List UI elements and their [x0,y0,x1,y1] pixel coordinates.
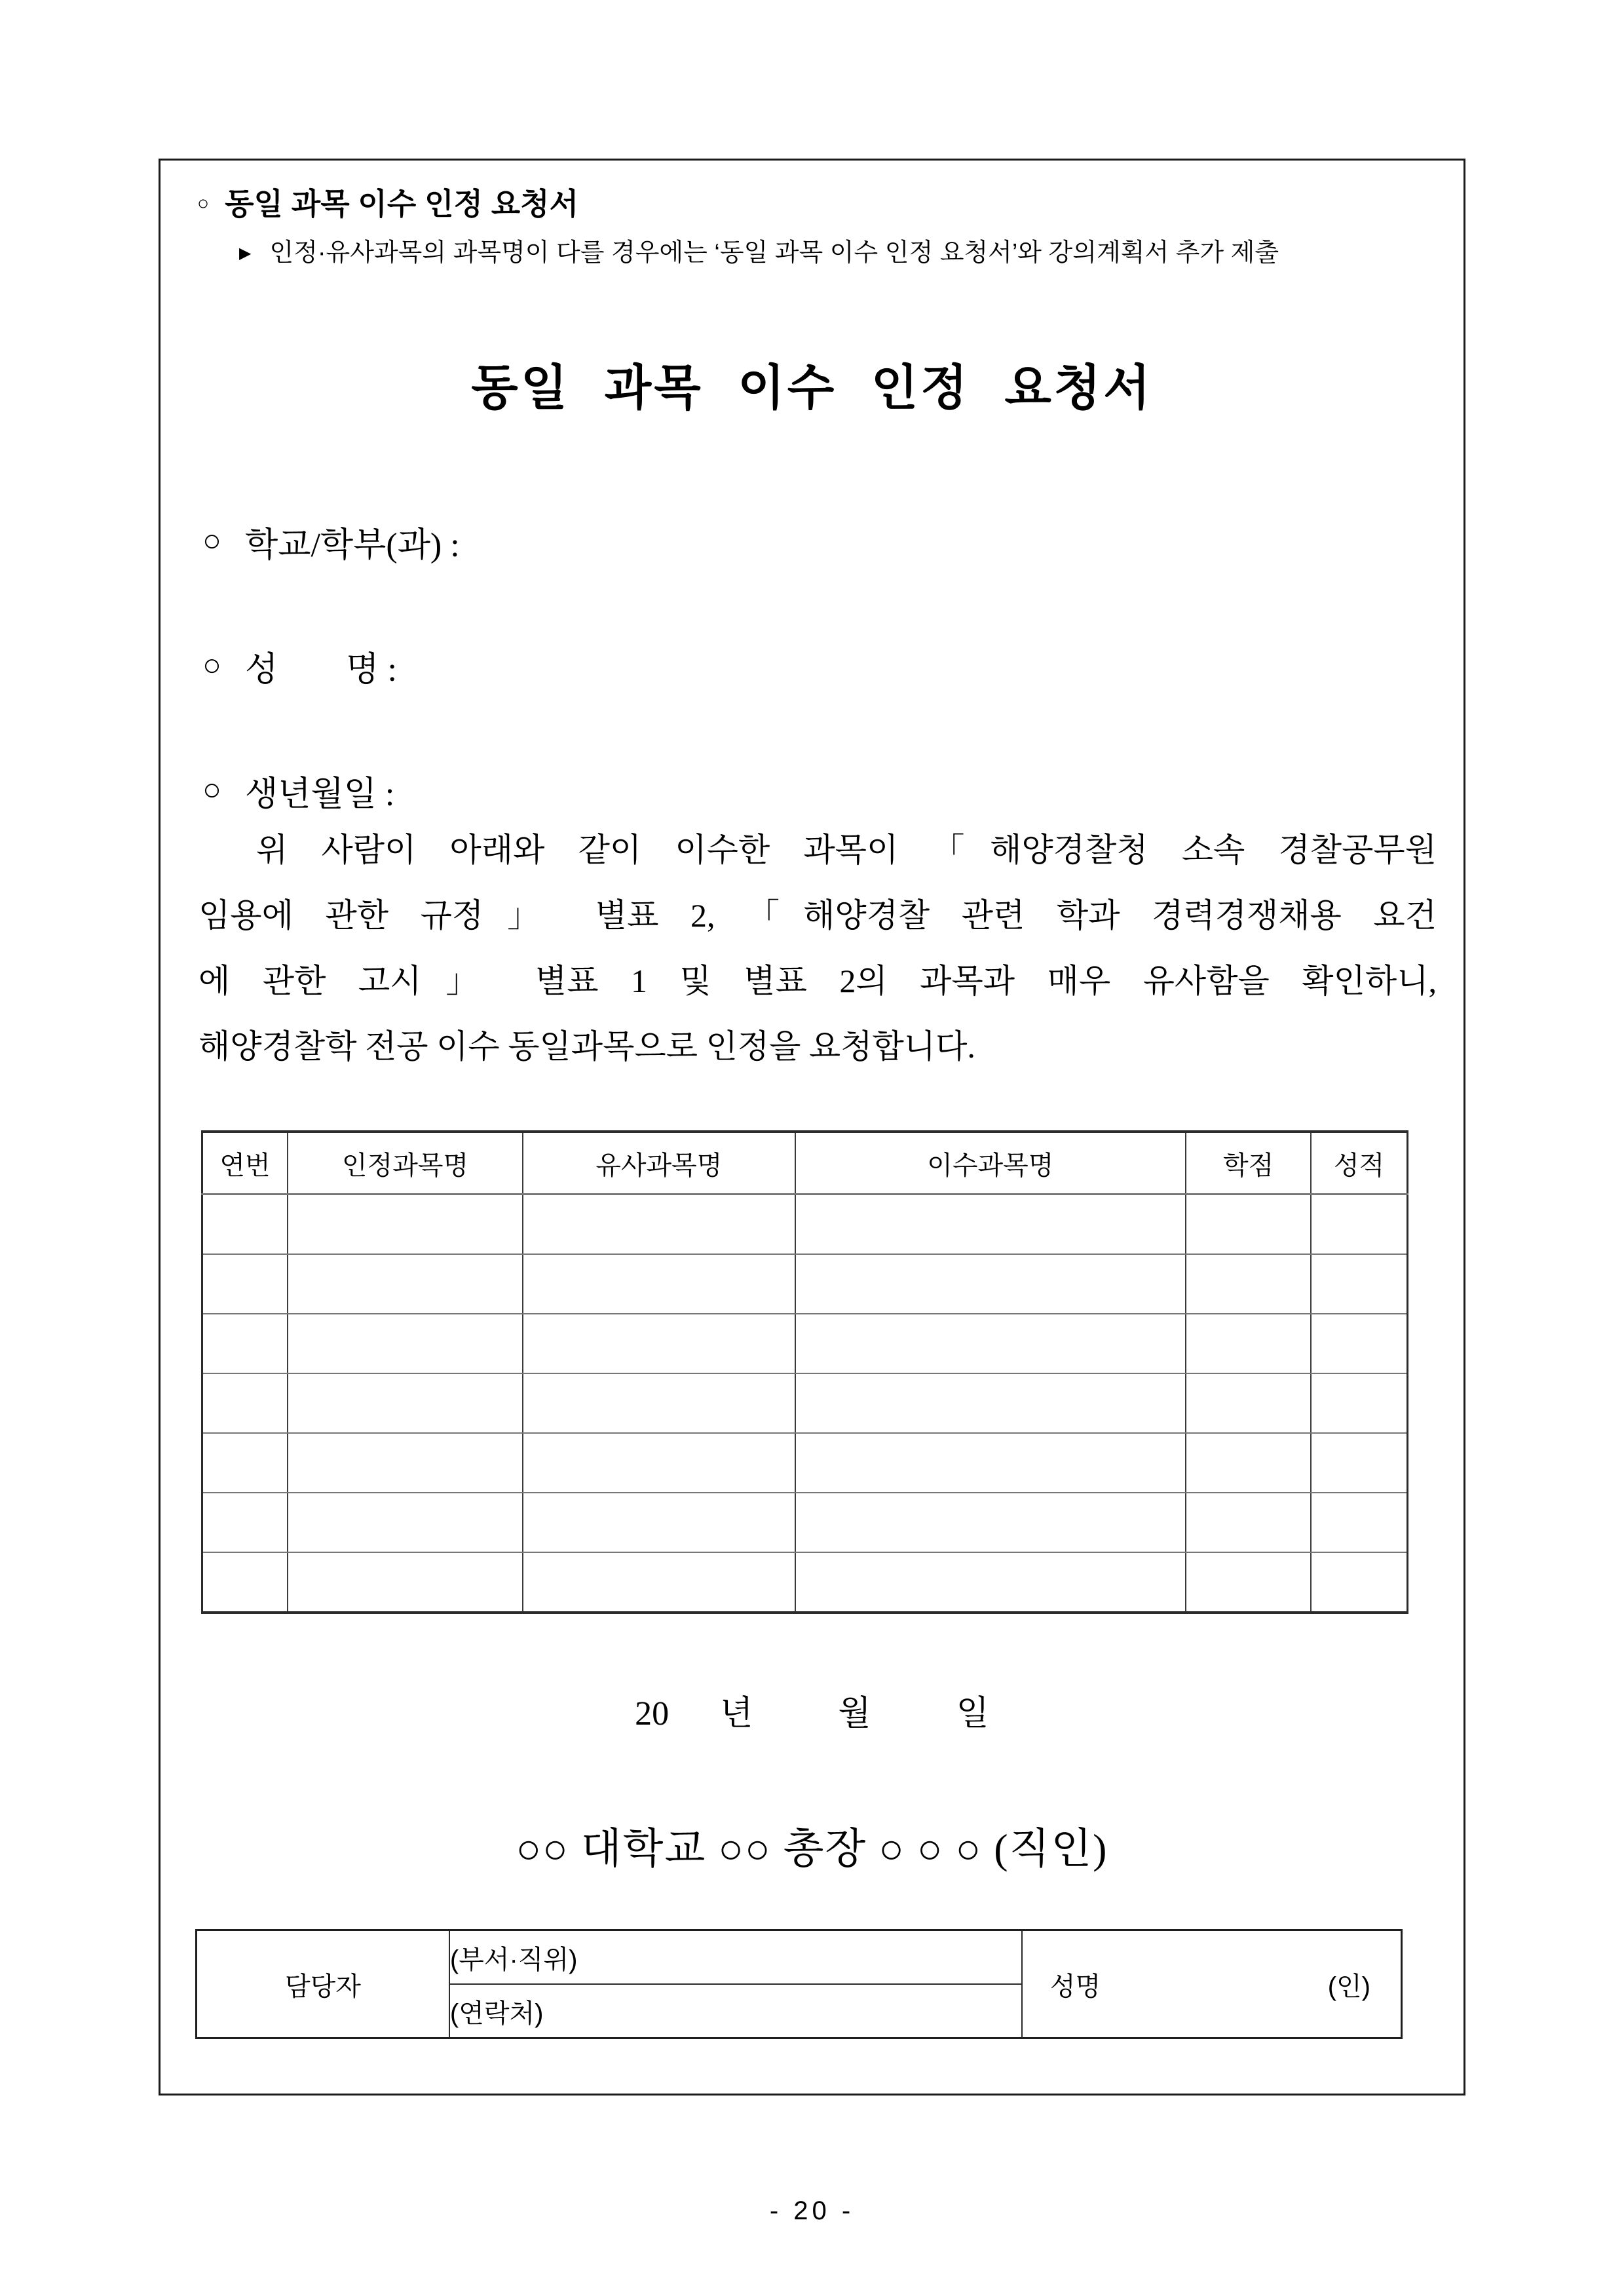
contact-seal-label: (인) [1327,1972,1370,2001]
table-cell-empty [1311,1373,1407,1433]
body-paragraph-line: 에 관한 고시」 별표 1 및 별표 2의 과목과 매우 유사함을 확인하니, [198,963,1437,1000]
table-cell-empty [523,1195,795,1255]
form-title: 동일 과목 이수 인정 요청서 [471,360,1153,415]
table-cell-empty [1311,1433,1407,1493]
header-recognized-course: 인정과목명 [288,1132,523,1195]
table-row [202,1433,1408,1493]
table-cell-empty [288,1254,523,1314]
table-cell-empty [288,1195,523,1255]
contact-phone-label: (연락처) [449,1984,1022,2038]
table-cell-empty [202,1373,288,1433]
field-birthdate-label: 생년월일 : [245,775,395,813]
table-cell-empty [1186,1433,1311,1493]
table-row [202,1552,1408,1613]
contact-department-position-label: (부서·직위) [449,1930,1022,1985]
course-table [201,1130,1408,1614]
table-cell-empty [1311,1493,1407,1552]
table-cell-empty [795,1433,1186,1493]
table-cell-empty [795,1373,1186,1433]
table-cell-empty [523,1314,795,1373]
table-cell-empty [1311,1254,1407,1314]
table-cell-empty [1186,1552,1311,1613]
table-cell-empty [1186,1493,1311,1552]
table-cell-empty [523,1373,795,1433]
contact-person-label: 담당자 [197,1930,449,2038]
table-cell-empty [795,1493,1186,1552]
table-row [202,1373,1408,1433]
field-name-label: 성 명 : [245,651,397,689]
page-number: - 20 - [769,2196,855,2225]
table-row [202,1314,1408,1373]
table-cell-empty [1311,1195,1407,1255]
table-cell-empty [202,1433,288,1493]
table-cell-empty [1311,1552,1407,1613]
header-credits: 학점 [1186,1132,1311,1195]
table-row [202,1254,1408,1314]
notice-sub-text: 인정·유사과목의 과목명이 다를 경우에는 ‘동일 과목 이수 인정 요청서’와 강의계획서 추가 제출 [269,239,1279,267]
table-cell-empty [202,1195,288,1255]
form-fields [202,521,1463,811]
field-birthdate [202,770,1463,811]
notice-heading-text: 동일 과목 이수 인정 요청서 [225,187,579,221]
field-school-department [202,521,1463,562]
contact-name-label: 성명 [1049,1972,1101,2001]
table-row [202,1493,1408,1552]
table-cell-empty [202,1493,288,1552]
header-grade: 성적 [1311,1132,1407,1195]
field-school-department-label: 학교/학부(과) : [245,526,460,564]
header-serial-number: 연번 [202,1132,288,1195]
table-cell-empty [1186,1373,1311,1433]
table-cell-empty [202,1552,288,1613]
body-paragraph-line: 위 사람이 아래와 같이 이수한 과목이 「해양경찰청 소속 경찰공무원 [256,832,1437,869]
course-table-header-row [202,1132,1408,1195]
table-cell-empty [288,1552,523,1613]
table-cell-empty [523,1552,795,1613]
notice-heading [197,187,1463,221]
body-paragraph-line: 임용에 관한 규정」 별표 2, 「해양경찰 관련 학과 경력경쟁채용 요건 [198,897,1437,934]
table-cell-empty [795,1254,1186,1314]
circle-bullet-icon: ○ [202,773,221,808]
circle-bullet-icon: ○ [202,648,221,683]
table-cell-empty [523,1433,795,1493]
form-outline-box [159,159,1465,2095]
body-paragraph-line: 해양경찰학 전공 이수 동일과목으로 인정을 요청합니다. [198,1028,975,1065]
course-table-body [202,1195,1408,1613]
circle-bullet-icon: ○ [202,524,221,559]
field-name [202,645,1463,689]
contact-name-cell [1022,1930,1402,2038]
signature-line: ○○ 대학교 ○○ 총장 ○ ○ ○ (직인) [516,1826,1108,1873]
notice-sub-line [239,239,1463,269]
table-cell-empty [523,1254,795,1314]
table-cell-empty [288,1493,523,1552]
triangle-bullet-icon: ▶ [239,244,252,262]
table-cell-empty [288,1433,523,1493]
date-line: 20 년 월 일 [635,1695,989,1733]
table-cell-empty [288,1314,523,1373]
table-cell-empty [288,1373,523,1433]
table-cell-empty [795,1195,1186,1255]
table-cell-empty [202,1314,288,1373]
table-cell-empty [1186,1254,1311,1314]
table-cell-empty [1311,1314,1407,1373]
table-cell-empty [523,1493,795,1552]
table-cell-empty [795,1314,1186,1373]
table-cell-empty [795,1552,1186,1613]
table-cell-empty [1186,1195,1311,1255]
header-similar-course: 유사과목명 [523,1132,795,1195]
table-cell-empty [202,1254,288,1314]
circle-bullet-icon: ○ [197,193,210,215]
table-row [202,1195,1408,1255]
contact-table [195,1929,1403,2039]
header-completed-course: 이수과목명 [795,1132,1186,1195]
body-paragraph [198,817,1437,1079]
contact-table-row [197,1930,1402,1985]
table-cell-empty [1186,1314,1311,1373]
